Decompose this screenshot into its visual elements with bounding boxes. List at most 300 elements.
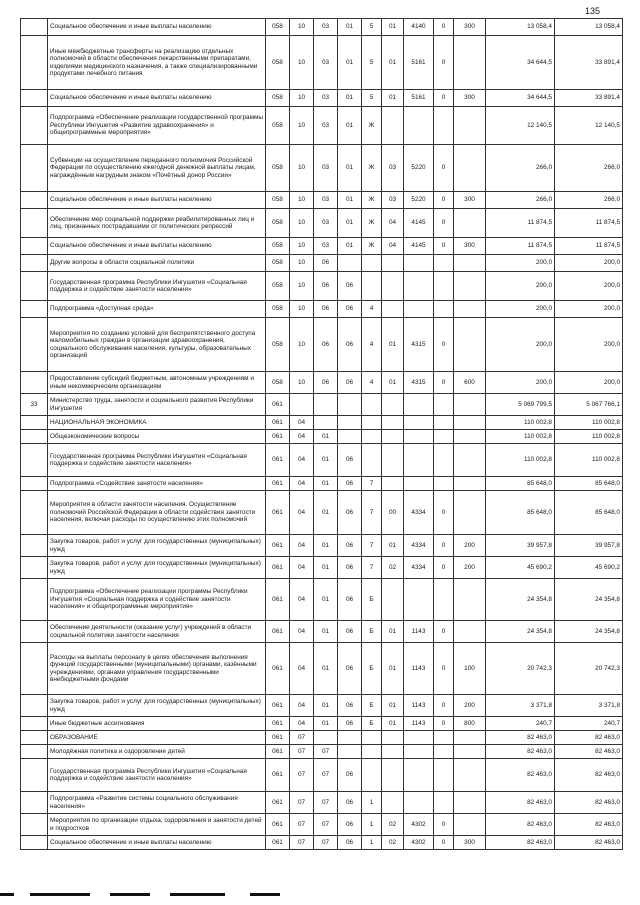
- sub-direction-code: 0: [434, 491, 454, 535]
- ministry-code: 061: [266, 814, 290, 836]
- program-code: 06: [338, 792, 362, 814]
- expense-name: Общеэкономические вопросы: [48, 430, 266, 444]
- expense-name: Социальное обеспечение и иные выплаты населению: [48, 192, 266, 209]
- section-code: [290, 394, 314, 416]
- direction-code: [404, 731, 434, 745]
- program-code: 06: [338, 814, 362, 836]
- amount-planned: 13 058,4: [486, 19, 555, 36]
- program-code: 06: [338, 643, 362, 695]
- activity-code: 01: [382, 19, 404, 36]
- activity-code: [382, 477, 404, 491]
- sub-direction-code: 0: [434, 19, 454, 36]
- table-row: [21, 491, 623, 535]
- subsection-code: 03: [314, 145, 338, 192]
- program-code: [338, 731, 362, 745]
- row-index: [21, 477, 48, 491]
- activity-code: 01: [382, 372, 404, 394]
- subsection-code: 01: [314, 579, 338, 621]
- activity-code: [382, 107, 404, 145]
- amount-actual: 82 463,0: [555, 814, 623, 836]
- program-code: 01: [338, 209, 362, 238]
- amount-actual: 24 354,8: [555, 621, 623, 643]
- subsection-code: 03: [314, 192, 338, 209]
- program-code: [338, 255, 362, 272]
- activity-code: [382, 444, 404, 477]
- sub-direction-code: 0: [434, 557, 454, 579]
- row-index: [21, 255, 48, 272]
- amount-actual: 11 874,5: [555, 238, 623, 255]
- row-index: [21, 416, 48, 430]
- sub-direction-code: 0: [434, 643, 454, 695]
- direction-code: 4334: [404, 557, 434, 579]
- section-code: 04: [290, 416, 314, 430]
- expense-name: Молодёжная политика и оздоровление детей: [48, 745, 266, 759]
- program-code: 06: [338, 621, 362, 643]
- activity-code: [382, 731, 404, 745]
- row-index: [21, 695, 48, 717]
- ministry-code: 058: [266, 318, 290, 372]
- scan-footer-marks: [0, 893, 640, 897]
- section-code: 10: [290, 255, 314, 272]
- expense-name: Подпрограмма «Доступная среда»: [48, 301, 266, 318]
- amount-planned: 34 644,5: [486, 90, 555, 107]
- section-code: 04: [290, 717, 314, 731]
- amount-actual: 20 742,3: [555, 643, 623, 695]
- direction-code: [404, 477, 434, 491]
- activity-code: 02: [382, 814, 404, 836]
- section-code: 10: [290, 192, 314, 209]
- subprogram-code: [362, 255, 382, 272]
- expense-name: Другие вопросы в области социальной политики: [48, 255, 266, 272]
- subprogram-code: 4: [362, 301, 382, 318]
- sub-direction-code: 0: [434, 209, 454, 238]
- row-index: [21, 90, 48, 107]
- section-code: 04: [290, 444, 314, 477]
- amount-actual: 11 874,5: [555, 209, 623, 238]
- direction-code: 4145: [404, 238, 434, 255]
- expense-type-code: [454, 209, 486, 238]
- amount-actual: 82 463,0: [555, 759, 623, 792]
- amount-planned: 200,0: [486, 255, 555, 272]
- direction-code: 5161: [404, 90, 434, 107]
- table-row: [21, 107, 623, 145]
- sub-direction-code: [434, 731, 454, 745]
- amount-planned: 45 690,2: [486, 557, 555, 579]
- section-code: 04: [290, 579, 314, 621]
- direction-code: 4334: [404, 535, 434, 557]
- activity-code: 02: [382, 557, 404, 579]
- amount-actual: 200,0: [555, 318, 623, 372]
- row-index: [21, 107, 48, 145]
- expense-name: Субвенции на осуществление переданного полномочия Российской Федерации по осуществлению ежегодной денежной выплаты лицам, награждённым нагрудным знаком «Почётный донор России»: [48, 145, 266, 192]
- program-code: 06: [338, 717, 362, 731]
- table-row: [21, 255, 623, 272]
- ministry-code: 061: [266, 416, 290, 430]
- subprogram-code: [362, 759, 382, 792]
- subprogram-code: 1: [362, 814, 382, 836]
- row-index: [21, 36, 48, 90]
- row-index: [21, 318, 48, 372]
- direction-code: [404, 579, 434, 621]
- subsection-code: 07: [314, 814, 338, 836]
- subprogram-code: [362, 444, 382, 477]
- expense-name: Иные межбюджетные трансферты на реализацию отдельных полномочий в области обеспечения лекарственными препаратами, изделиями медицинского назначения, а также специализированными продуктами лечебного питания: [48, 36, 266, 90]
- activity-code: 01: [382, 621, 404, 643]
- ministry-code: 058: [266, 372, 290, 394]
- ministry-code: 058: [266, 238, 290, 255]
- table-row: [21, 238, 623, 255]
- subprogram-code: 5: [362, 19, 382, 36]
- sub-direction-code: [434, 430, 454, 444]
- sub-direction-code: 0: [434, 238, 454, 255]
- subprogram-code: Ж: [362, 238, 382, 255]
- subsection-code: 03: [314, 19, 338, 36]
- ministry-code: 061: [266, 491, 290, 535]
- sub-direction-code: 0: [434, 145, 454, 192]
- expense-type-code: [454, 579, 486, 621]
- subsection-code: 01: [314, 695, 338, 717]
- activity-code: 04: [382, 209, 404, 238]
- program-code: 01: [338, 238, 362, 255]
- row-index: [21, 745, 48, 759]
- subsection-code: 01: [314, 643, 338, 695]
- subsection-code: 01: [314, 430, 338, 444]
- direction-code: [404, 792, 434, 814]
- amount-planned: 3 371,8: [486, 695, 555, 717]
- sub-direction-code: 0: [434, 192, 454, 209]
- sub-direction-code: [434, 107, 454, 145]
- subprogram-code: 7: [362, 491, 382, 535]
- subprogram-code: [362, 745, 382, 759]
- section-code: 04: [290, 430, 314, 444]
- direction-code: [404, 301, 434, 318]
- expense-name: Социальное обеспечение и иные выплаты населению: [48, 19, 266, 36]
- ministry-code: 061: [266, 731, 290, 745]
- program-code: 06: [338, 535, 362, 557]
- expense-name: Государственная программа Республики Ингушетия «Социальная поддержка и содействие занятости населения»: [48, 444, 266, 477]
- row-index: [21, 759, 48, 792]
- section-code: 04: [290, 643, 314, 695]
- table-row: [21, 394, 623, 416]
- expense-type-code: [454, 255, 486, 272]
- subsection-code: 06: [314, 318, 338, 372]
- expense-name: Предоставление субсидий бюджетным, автономным учреждениям и иным некоммерческим организациям: [48, 372, 266, 394]
- section-code: 07: [290, 814, 314, 836]
- expense-name: Мероприятия в области занятости населения. Осуществление полномочий Российской Федерации в области содействия занятости населения, включая расходы по осуществлению этих полномочий: [48, 491, 266, 535]
- expense-type-code: [454, 430, 486, 444]
- expense-type-code: [454, 491, 486, 535]
- sub-direction-code: 0: [434, 36, 454, 90]
- expense-type-code: [454, 745, 486, 759]
- subsection-code: 06: [314, 272, 338, 301]
- ministry-code: 061: [266, 557, 290, 579]
- sub-direction-code: [434, 444, 454, 477]
- amount-planned: 11 874,5: [486, 238, 555, 255]
- expense-type-code: [454, 36, 486, 90]
- table-row: [21, 731, 623, 745]
- subsection-code: 07: [314, 836, 338, 850]
- program-code: 01: [338, 90, 362, 107]
- amount-actual: 200,0: [555, 255, 623, 272]
- direction-code: [404, 272, 434, 301]
- ministry-code: 058: [266, 192, 290, 209]
- ministry-code: 061: [266, 535, 290, 557]
- activity-code: 03: [382, 192, 404, 209]
- sub-direction-code: 0: [434, 535, 454, 557]
- subsection-code: [314, 731, 338, 745]
- ministry-code: 061: [266, 759, 290, 792]
- ministry-code: 061: [266, 394, 290, 416]
- table-row: [21, 430, 623, 444]
- section-code: 10: [290, 107, 314, 145]
- sub-direction-code: 0: [434, 695, 454, 717]
- direction-code: 4315: [404, 318, 434, 372]
- table-row: [21, 272, 623, 301]
- expense-type-code: [454, 759, 486, 792]
- amount-actual: 266,0: [555, 145, 623, 192]
- expense-type-code: 100: [454, 643, 486, 695]
- expense-type-code: 200: [454, 535, 486, 557]
- sub-direction-code: [434, 255, 454, 272]
- ministry-code: 058: [266, 19, 290, 36]
- table-row: [21, 192, 623, 209]
- activity-code: [382, 792, 404, 814]
- subsection-code: 07: [314, 759, 338, 792]
- direction-code: 1143: [404, 717, 434, 731]
- amount-actual: 13 058,4: [555, 19, 623, 36]
- direction-code: [404, 745, 434, 759]
- ministry-code: 058: [266, 145, 290, 192]
- expense-name: Подпрограмма «Содействие занятости населения»: [48, 477, 266, 491]
- sub-direction-code: 0: [434, 318, 454, 372]
- ministry-code: 061: [266, 444, 290, 477]
- expense-name: Государственная программа Республики Ингушетия «Социальная поддержка и содействие занятости населения»: [48, 272, 266, 301]
- table-row: [21, 372, 623, 394]
- amount-actual: 82 463,0: [555, 731, 623, 745]
- section-code: 07: [290, 745, 314, 759]
- direction-code: [404, 394, 434, 416]
- activity-code: [382, 579, 404, 621]
- direction-code: [404, 430, 434, 444]
- table-row: [21, 535, 623, 557]
- amount-actual: 33 891,4: [555, 36, 623, 90]
- subsection-code: 07: [314, 745, 338, 759]
- row-index: [21, 238, 48, 255]
- amount-actual: 82 463,0: [555, 792, 623, 814]
- direction-code: 4145: [404, 209, 434, 238]
- subsection-code: 03: [314, 107, 338, 145]
- subprogram-code: 1: [362, 836, 382, 850]
- table-row: [21, 444, 623, 477]
- amount-planned: 5 069 799,5: [486, 394, 555, 416]
- direction-code: [404, 416, 434, 430]
- amount-actual: 200,0: [555, 301, 623, 318]
- sub-direction-code: [434, 301, 454, 318]
- amount-actual: 200,0: [555, 272, 623, 301]
- ministry-code: 061: [266, 430, 290, 444]
- activity-code: 00: [382, 491, 404, 535]
- expense-type-code: [454, 318, 486, 372]
- subprogram-code: 1: [362, 792, 382, 814]
- program-code: 06: [338, 477, 362, 491]
- amount-planned: 82 463,0: [486, 731, 555, 745]
- subsection-code: 01: [314, 444, 338, 477]
- expense-name: Подпрограмма «Обеспечение реализации программы Республики Ингушетия «Социальная поддержка и содействие занятости населения» и общепрограммные мероприятия»: [48, 579, 266, 621]
- activity-code: [382, 745, 404, 759]
- expense-type-code: 300: [454, 19, 486, 36]
- row-index: [21, 145, 48, 192]
- direction-code: 5161: [404, 36, 434, 90]
- amount-planned: 82 463,0: [486, 814, 555, 836]
- subsection-code: 03: [314, 209, 338, 238]
- ministry-code: 058: [266, 90, 290, 107]
- section-code: 10: [290, 145, 314, 192]
- activity-code: [382, 394, 404, 416]
- amount-planned: 200,0: [486, 372, 555, 394]
- activity-code: [382, 430, 404, 444]
- expense-name: Мероприятия по организации отдыха, оздоровления и занятости детей и подростков: [48, 814, 266, 836]
- sub-direction-code: [434, 477, 454, 491]
- expense-type-code: 800: [454, 717, 486, 731]
- row-index: [21, 372, 48, 394]
- activity-code: 01: [382, 36, 404, 90]
- amount-actual: 82 463,0: [555, 745, 623, 759]
- activity-code: 02: [382, 836, 404, 850]
- program-code: 01: [338, 145, 362, 192]
- ministry-code: 058: [266, 272, 290, 301]
- section-code: 07: [290, 759, 314, 792]
- amount-planned: 82 463,0: [486, 745, 555, 759]
- program-code: 01: [338, 192, 362, 209]
- budget-table-body: [21, 19, 623, 850]
- amount-actual: 266,0: [555, 192, 623, 209]
- row-index: [21, 836, 48, 850]
- amount-actual: 5 067 766,1: [555, 394, 623, 416]
- subprogram-code: 5: [362, 90, 382, 107]
- ministry-code: 058: [266, 255, 290, 272]
- amount-actual: 24 354,8: [555, 579, 623, 621]
- row-index: [21, 792, 48, 814]
- section-code: 10: [290, 318, 314, 372]
- section-code: 10: [290, 90, 314, 107]
- subprogram-code: Ж: [362, 192, 382, 209]
- ministry-code: 061: [266, 717, 290, 731]
- direction-code: [404, 255, 434, 272]
- direction-code: 4140: [404, 19, 434, 36]
- table-row: [21, 836, 623, 850]
- sub-direction-code: 0: [434, 717, 454, 731]
- ministry-code: 061: [266, 836, 290, 850]
- section-code: 04: [290, 477, 314, 491]
- section-code: 10: [290, 209, 314, 238]
- amount-planned: 12 140,5: [486, 107, 555, 145]
- expense-name: Мероприятия по созданию условий для беспрепятственного доступа маломобильных граждан в организации здравоохранения, социального обслуживания населения, культуры, образовательных организаций: [48, 318, 266, 372]
- program-code: [338, 430, 362, 444]
- expense-name: ОБРАЗОВАНИЕ: [48, 731, 266, 745]
- expense-name: Подпрограмма «Обеспечение реализации государственной программы Республики Ингушетия «Развитие здравоохранения» и общепрограммные мероприятия»: [48, 107, 266, 145]
- expense-type-code: 300: [454, 90, 486, 107]
- expense-type-code: [454, 394, 486, 416]
- expense-name: НАЦИОНАЛЬНАЯ ЭКОНОМИКА: [48, 416, 266, 430]
- table-row: [21, 209, 623, 238]
- amount-planned: 82 463,0: [486, 759, 555, 792]
- amount-actual: 82 463,0: [555, 836, 623, 850]
- program-code: 06: [338, 444, 362, 477]
- sub-direction-code: [434, 759, 454, 792]
- activity-code: [382, 416, 404, 430]
- subprogram-code: Ж: [362, 209, 382, 238]
- direction-code: 4302: [404, 836, 434, 850]
- amount-planned: 11 874,5: [486, 209, 555, 238]
- expense-type-code: 300: [454, 836, 486, 850]
- table-row: [21, 557, 623, 579]
- subprogram-code: [362, 394, 382, 416]
- program-code: 06: [338, 695, 362, 717]
- row-index: [21, 717, 48, 731]
- amount-planned: 82 463,0: [486, 792, 555, 814]
- row-index: [21, 621, 48, 643]
- activity-code: 03: [382, 145, 404, 192]
- section-code: 10: [290, 301, 314, 318]
- subsection-code: 03: [314, 238, 338, 255]
- amount-actual: 85 648,0: [555, 491, 623, 535]
- ministry-code: 061: [266, 792, 290, 814]
- expense-name: Социальное обеспечение и иные выплаты населению: [48, 238, 266, 255]
- expense-name: Социальное обеспечение и иные выплаты населению: [48, 90, 266, 107]
- row-index: [21, 731, 48, 745]
- table-row: [21, 814, 623, 836]
- amount-actual: 45 690,2: [555, 557, 623, 579]
- direction-code: [404, 444, 434, 477]
- activity-code: 01: [382, 318, 404, 372]
- subprogram-code: 7: [362, 535, 382, 557]
- row-index: [21, 192, 48, 209]
- ministry-code: 061: [266, 477, 290, 491]
- table-row: [21, 621, 623, 643]
- amount-actual: 85 648,0: [555, 477, 623, 491]
- subsection-code: [314, 394, 338, 416]
- activity-code: 01: [382, 643, 404, 695]
- subprogram-code: 7: [362, 477, 382, 491]
- row-index: [21, 430, 48, 444]
- subprogram-code: Б: [362, 579, 382, 621]
- section-code: 10: [290, 272, 314, 301]
- amount-actual: 200,0: [555, 372, 623, 394]
- amount-planned: 110 002,8: [486, 430, 555, 444]
- amount-planned: 266,0: [486, 145, 555, 192]
- expense-type-code: 300: [454, 192, 486, 209]
- program-code: [338, 394, 362, 416]
- amount-planned: 24 354,8: [486, 621, 555, 643]
- subprogram-code: Б: [362, 643, 382, 695]
- row-index: [21, 19, 48, 36]
- amount-planned: 110 002,8: [486, 416, 555, 430]
- subsection-code: 01: [314, 491, 338, 535]
- expense-name: Социальное обеспечение и иные выплаты населению: [48, 836, 266, 850]
- table-row: [21, 301, 623, 318]
- table-row: [21, 759, 623, 792]
- subsection-code: 07: [314, 792, 338, 814]
- subprogram-code: [362, 272, 382, 301]
- sub-direction-code: [434, 272, 454, 301]
- amount-actual: 240,7: [555, 717, 623, 731]
- section-code: 07: [290, 792, 314, 814]
- expense-name: Обеспечение деятельности (оказание услуг) учреждений в области социальной политики занятости населения: [48, 621, 266, 643]
- expense-name: Государственная программа Республики Ингушетия «Социальная поддержка и содействие занятости населения»: [48, 759, 266, 792]
- row-index: [21, 209, 48, 238]
- direction-code: 1143: [404, 695, 434, 717]
- ministry-code: 058: [266, 301, 290, 318]
